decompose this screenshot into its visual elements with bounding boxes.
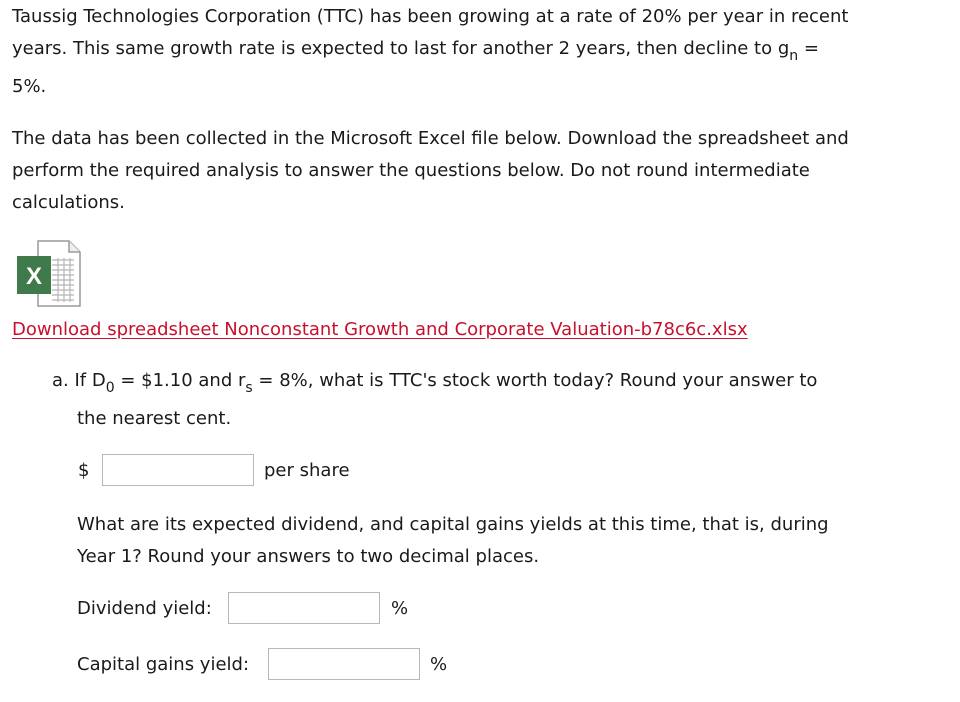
growth-subscript: n xyxy=(789,48,799,64)
question-a-line-2: the nearest cent. xyxy=(77,408,232,429)
dividend-yield-unit: % xyxy=(391,598,409,619)
yields-prompt-line-2: Year 1? Round your answers to two decimal places. xyxy=(77,546,540,567)
question-a-suffix: = 8%, what is TTC's stock worth today? Round your answer to xyxy=(252,370,818,391)
intro-line-2-equals: = xyxy=(798,38,819,59)
data-note-line-1: The data has been collected in the Microsoft Excel file below. Download the spreadsheet and xyxy=(12,128,849,149)
capital-gains-yield-input[interactable] xyxy=(268,648,420,680)
capital-gains-yield-label: Capital gains yield: xyxy=(77,654,250,675)
dividend-yield-input[interactable] xyxy=(228,592,380,624)
question-a-mid: = $1.10 and r xyxy=(114,370,246,391)
intro-line-2-text: years. This same growth rate is expected to last for another 2 years, then decline to g xyxy=(12,38,790,59)
price-unit-label: per share xyxy=(264,460,350,481)
intro-line-3: 5%. xyxy=(12,76,47,97)
data-note-line-2: perform the required analysis to answer the questions below. Do not round intermediate xyxy=(12,160,810,181)
d-subscript: 0 xyxy=(105,380,115,396)
r-subscript: s xyxy=(245,380,253,396)
question-a-prefix: a. If D xyxy=(52,370,106,391)
data-note-line-3: calculations. xyxy=(12,192,125,213)
intro-line-2 xyxy=(12,38,819,64)
price-input[interactable] xyxy=(102,454,254,486)
excel-icon-letter: X xyxy=(25,263,43,290)
download-spreadsheet-link[interactable]: Download spreadsheet Nonconstant Growth and Corporate Valuation-b78c6c.xlsx xyxy=(12,319,748,340)
intro-line-1: Taussig Technologies Corporation (TTC) has been growing at a rate of 20% per year in recent xyxy=(12,6,849,27)
question-a-line-1 xyxy=(52,370,818,396)
currency-symbol: $ xyxy=(78,460,90,481)
dividend-yield-label: Dividend yield: xyxy=(77,598,212,619)
yields-prompt-line-1: What are its expected dividend, and capital gains yields at this time, that is, during xyxy=(77,514,829,535)
capital-gains-yield-unit: % xyxy=(430,654,448,675)
excel-file-icon[interactable] xyxy=(16,240,82,308)
